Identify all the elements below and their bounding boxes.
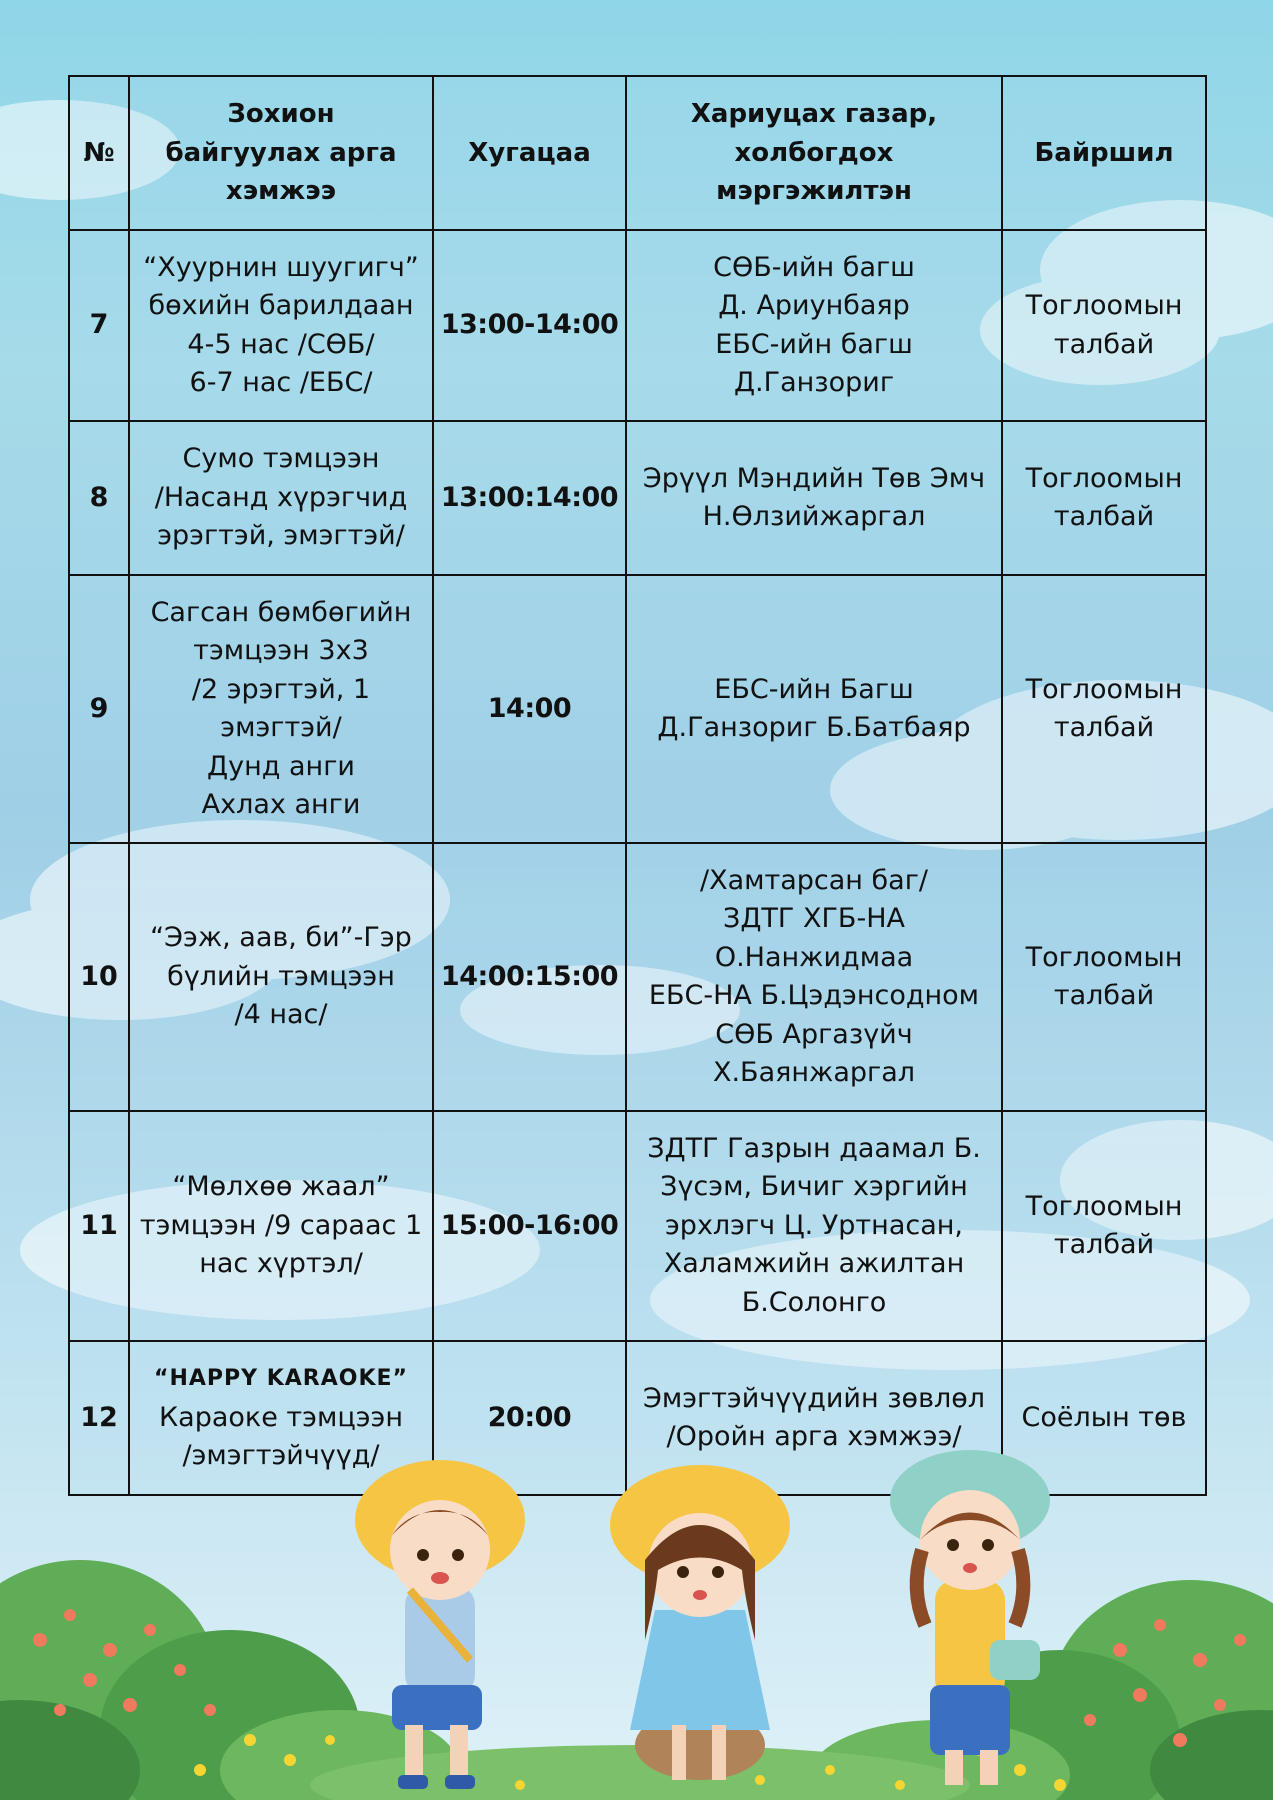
location-cell [1002, 230, 1206, 421]
row-number: 10 [69, 843, 129, 1111]
responsible-line: Эрүүл Мэндийн Төв Эмч [642, 462, 986, 494]
table-row [69, 843, 1206, 1111]
responsible-line: ЕБС-ийн Багш [714, 673, 914, 705]
activity-line: эмэгтэй/ [220, 712, 342, 743]
location-line: талбай [1053, 980, 1155, 1011]
location-line: Тоглоомын [1025, 673, 1183, 705]
responsible-line: Д.Ганзориг [733, 367, 895, 398]
schedule-table [68, 75, 1207, 1496]
activity-line: бөхийн барилдаан [148, 290, 414, 321]
responsible-line: О.Нанжидмаа [714, 941, 914, 973]
row-number: 8 [69, 421, 129, 575]
time-cell: 13:00:14:00 [433, 421, 626, 575]
activity-line: Караоке тэмцээн [158, 1401, 403, 1433]
responsible-line: Х.Баянжаргал [712, 1057, 916, 1088]
responsible-cell [626, 1111, 1002, 1341]
responsible-line: Эмэгтэйчүүдийн зөвлөл [642, 1382, 986, 1414]
location-line: талбай [1053, 712, 1155, 743]
activity-line: “Мөлхөө жаал” [172, 1171, 390, 1203]
row-number: 11 [69, 1111, 129, 1341]
responsible-line: ЕБС-НА Б.Цэдэнсодном [648, 980, 980, 1011]
table-header-row [69, 76, 1206, 230]
kids-garden-illustration [0, 1440, 1273, 1800]
table-row [69, 575, 1206, 843]
activity-line: /эмэгтэйчүүд/ [182, 1440, 380, 1472]
responsible-cell [626, 421, 1002, 575]
location-cell [1002, 1111, 1206, 1341]
responsible-line: эрхлэгч Ц. Уртнасан, [664, 1209, 963, 1241]
responsible-cell [626, 575, 1002, 843]
header-activity: Зохион байгуулах арга хэмжээ [129, 76, 433, 230]
girl-character-sitting [610, 1465, 790, 1780]
activity-cell [129, 575, 433, 843]
activity-line: бүлийн тэмцээн [167, 960, 395, 992]
location-line: талбай [1053, 328, 1155, 360]
location-line: Тоглоомын [1025, 941, 1183, 973]
location-line: Тоглоомын [1025, 290, 1183, 321]
header-responsible: Хариуцах газар, холбогдох мэргэжилтэн [626, 76, 1002, 230]
activity-line: /Насанд хүрэгчид [154, 481, 408, 513]
responsible-line: Н.Өлзийжаргал [702, 501, 926, 532]
responsible-line: /Хамтарсан баг/ [699, 864, 929, 896]
responsible-cell [626, 843, 1002, 1111]
activity-line: “HAPPY KARAOKE” [153, 1366, 408, 1392]
activity-line: 6-7 нас /ЕБС/ [189, 367, 373, 398]
time-cell: 13:00-14:00 [433, 230, 626, 421]
activity-line: Сагсан бөмбөгийн [150, 596, 412, 628]
responsible-line: Д. Ариунбаяр [718, 290, 910, 321]
activity-line: Ахлах анги [201, 789, 361, 820]
header-location: Байршил [1002, 76, 1206, 230]
location-line: Тоглоомын [1025, 462, 1183, 494]
location-line: Тоглоомын [1025, 1190, 1183, 1222]
activity-cell [129, 843, 433, 1111]
location-line: талбай [1053, 501, 1155, 532]
activity-line: “Ээж, аав, би”-Гэр [150, 922, 412, 954]
activity-cell [129, 230, 433, 421]
responsible-line: СӨБ-ийн багш [713, 251, 915, 283]
responsible-line: /Оройн арга хэмжээ/ [666, 1421, 962, 1452]
time-cell: 20:00 [433, 1341, 626, 1495]
responsible-line: Зүсэм, Бичиг хэргийн [660, 1171, 968, 1203]
row-number: 7 [69, 230, 129, 421]
activity-line: “Хуурнин шуугигч” [143, 251, 419, 283]
responsible-cell [626, 230, 1002, 421]
location-line: Соёлын төв [1021, 1401, 1187, 1433]
responsible-line: Б.Солонго [741, 1286, 887, 1318]
activity-line: нас хүртэл/ [199, 1248, 363, 1280]
activity-line: тэмцээн /9 сараас 1 [139, 1209, 423, 1241]
activity-cell [129, 1111, 433, 1341]
activity-line: /2 эрэгтэй, 1 [191, 673, 371, 705]
activity-line: эрэгтэй, эмэгтэй/ [157, 520, 405, 552]
location-cell [1002, 575, 1206, 843]
responsible-line: Д.Ганзориг Б.Батбаяр [657, 712, 971, 743]
responsible-line: ЕБС-ийн багш [715, 328, 913, 360]
row-number: 9 [69, 575, 129, 843]
activity-line: /4 нас/ [234, 999, 328, 1031]
row-number: 12 [69, 1341, 129, 1495]
location-cell [1002, 421, 1206, 575]
header-time: Хугацаа [433, 76, 626, 230]
table-row [69, 230, 1206, 421]
table-row [69, 421, 1206, 575]
time-cell: 14:00 [433, 575, 626, 843]
activity-line: тэмцээн 3x3 [193, 635, 369, 666]
responsible-line: Халамжийн ажилтан [663, 1248, 965, 1280]
activity-cell [129, 421, 433, 575]
time-cell: 14:00:15:00 [433, 843, 626, 1111]
responsible-line: ЗДТГ Газрын даамал Б. [647, 1132, 981, 1164]
header-num: № [69, 76, 129, 230]
activity-line: Дунд анги [207, 750, 355, 782]
location-cell [1002, 843, 1206, 1111]
location-line: талбай [1053, 1229, 1155, 1260]
table-row [69, 1111, 1206, 1341]
responsible-line: СӨБ Аргазүйч [715, 1018, 913, 1050]
activity-line: Сумо тэмцээн [182, 443, 380, 475]
activity-line: 4-5 нас /СӨБ/ [187, 328, 375, 360]
time-cell: 15:00-16:00 [433, 1111, 626, 1341]
responsible-line: ЗДТГ ХГБ-НА [723, 903, 905, 934]
